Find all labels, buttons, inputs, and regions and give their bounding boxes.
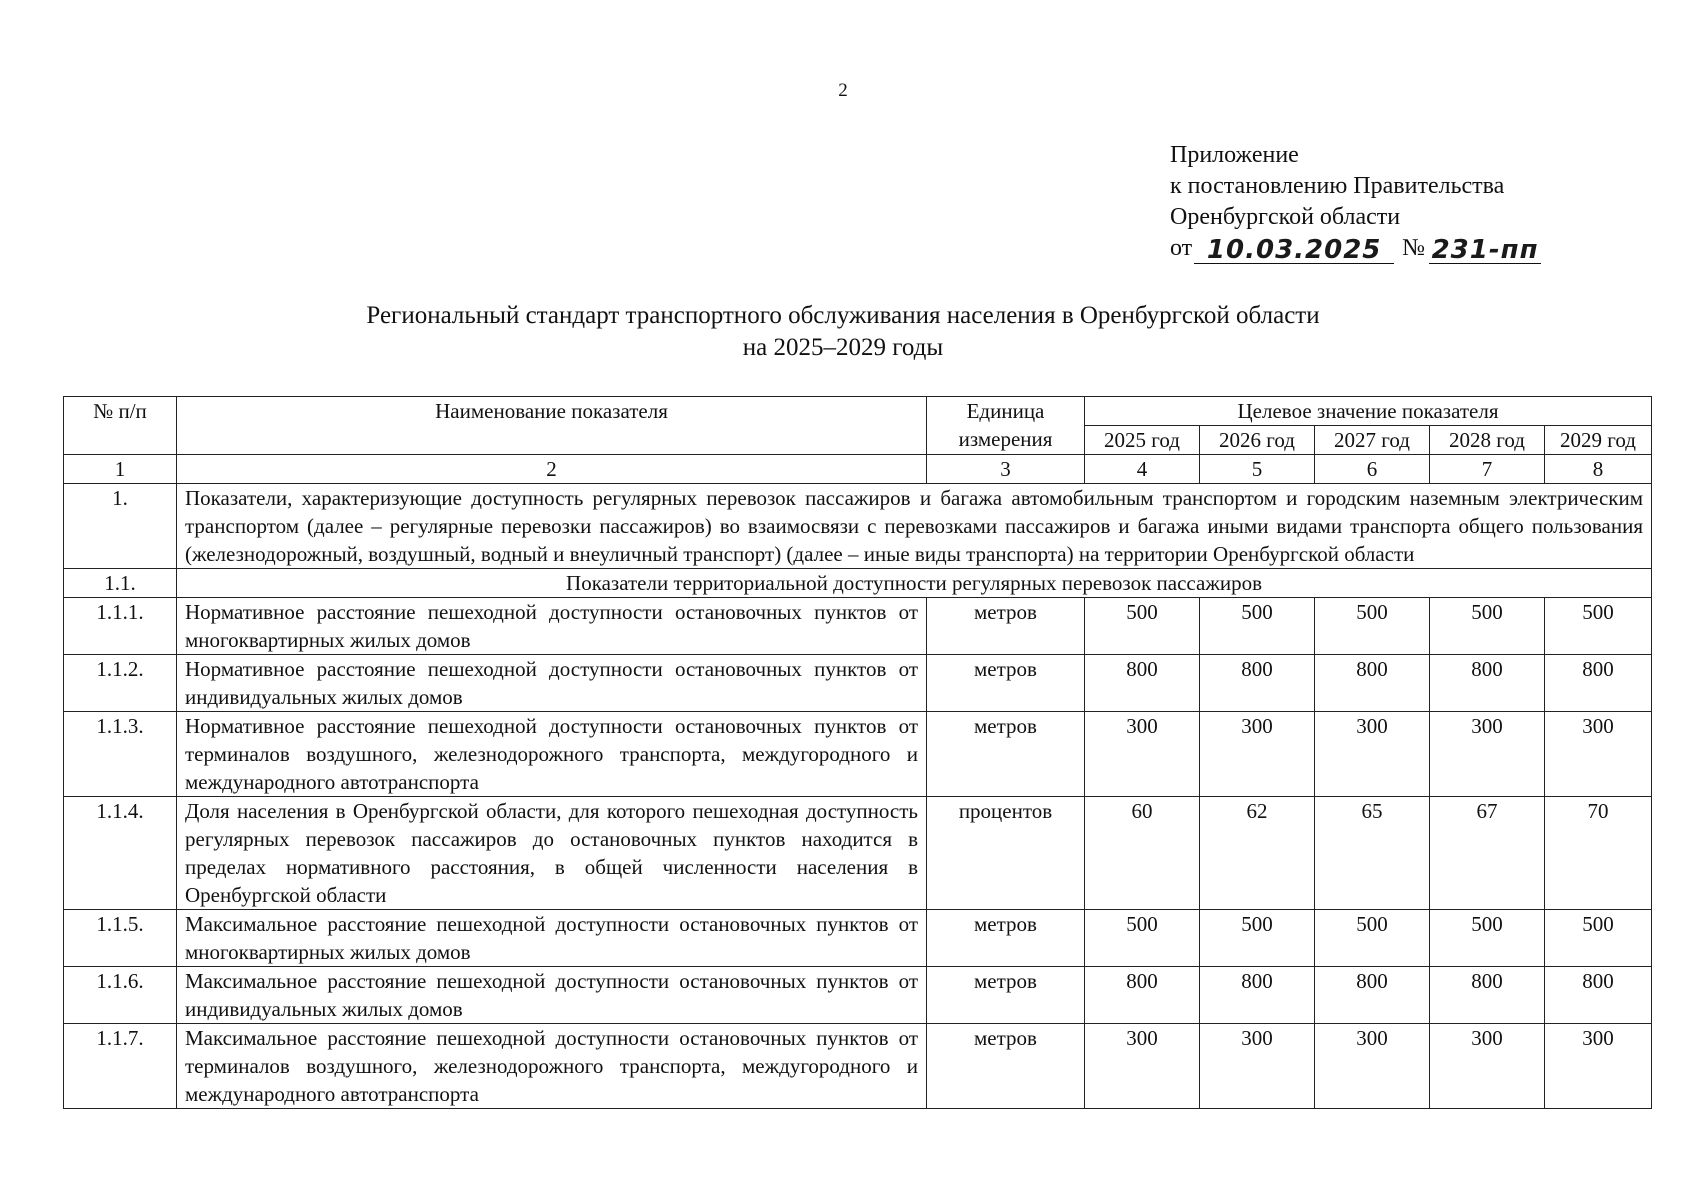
row-unit: метров [927,1024,1085,1109]
row-value: 500 [1430,598,1545,655]
from-label: от [1170,235,1193,261]
row-value: 300 [1430,712,1545,797]
row-num: 1.1.2. [64,655,177,712]
appendix-decree-line: к постановлению Правительства [1170,173,1505,199]
header-year: 2028 год [1430,426,1545,455]
row-value: 300 [1545,1024,1652,1109]
handwritten-date: 10.03.2025 [1194,237,1394,264]
document-title [0,300,1686,364]
column-number: 6 [1315,455,1430,484]
row-value: 800 [1200,655,1315,712]
row-value: 500 [1315,598,1430,655]
row-value: 500 [1430,910,1545,967]
section-text: Показатели, характеризующие доступность регулярных перевозок пассажиров и багажа автомобильным транспортом и городским наземным электрическим транспортом (далее – регулярные перевозки пассажиров) во взаимосвязи с перевозками пассажиров и багажа иными видами транспорта общего пользования (железнодорожный, воздушный, водный и внеуличный транспорт) (далее – иные виды транспорта) на территории Оренбургской области [177,484,1652,569]
column-number: 8 [1545,455,1652,484]
row-unit: метров [927,712,1085,797]
row-value: 800 [1430,655,1545,712]
header-year: 2026 год [1200,426,1315,455]
table-row [64,797,1652,910]
row-num: 1.1.3. [64,712,177,797]
document-title-line-1: Региональный стандарт транспортного обслуживания населения в Оренбургской области [366,302,1320,329]
row-name: Максимальное расстояние пешеходной доступности остановочных пунктов от терминалов воздушного, железнодорожного транспорта, междугородного и международного автотранспорта [177,1024,927,1109]
row-value: 62 [1200,797,1315,910]
row-value: 500 [1085,910,1200,967]
document-title-line-2: на 2025–2029 годы [742,334,944,361]
row-name: Максимальное расстояние пешеходной доступности остановочных пунктов от многоквартирных жилых домов [177,910,927,967]
row-value: 300 [1315,712,1430,797]
table-row [64,598,1652,655]
row-value: 300 [1085,712,1200,797]
row-value: 500 [1085,598,1200,655]
header-year: 2027 год [1315,426,1430,455]
table-row [64,712,1652,797]
header-year: 2029 год [1545,426,1652,455]
row-num: 1.1.4. [64,797,177,910]
row-value: 500 [1545,598,1652,655]
row-value: 500 [1200,910,1315,967]
table-row [64,1024,1652,1109]
row-value: 800 [1315,967,1430,1024]
column-number: 2 [177,455,927,484]
row-value: 300 [1200,712,1315,797]
column-number: 1 [64,455,177,484]
table-row [64,910,1652,967]
row-value: 300 [1315,1024,1430,1109]
row-name: Нормативное расстояние пешеходной доступности остановочных пунктов от терминалов воздушного, железнодорожного транспорта, междугородного и международного автотранспорта [177,712,927,797]
row-value: 800 [1545,655,1652,712]
appendix-signature-line [1170,233,1541,264]
table-header-row-1 [64,397,1652,426]
number-label: № [1402,235,1426,261]
row-value: 65 [1315,797,1430,910]
row-name: Доля населения в Оренбургской области, для которого пешеходная доступность регулярных перевозок пассажиров до остановочных пунктов находится в пределах нормативного расстояния, в общей численности населения в Оренбургской области [177,797,927,910]
row-value: 800 [1545,967,1652,1024]
row-value: 70 [1545,797,1652,910]
row-name: Максимальное расстояние пешеходной доступности остановочных пунктов от индивидуальных жилых домов [177,967,927,1024]
row-unit: процентов [927,797,1085,910]
row-unit: метров [927,967,1085,1024]
header-year: 2025 год [1085,426,1200,455]
row-unit: метров [927,655,1085,712]
column-number: 3 [927,455,1085,484]
header-name: Наименование показателя [177,397,927,455]
row-value: 800 [1085,655,1200,712]
row-value: 300 [1200,1024,1315,1109]
row-num: 1.1.7. [64,1024,177,1109]
row-num: 1.1.5. [64,910,177,967]
row-value: 300 [1545,712,1652,797]
row-unit: метров [927,598,1085,655]
row-value: 500 [1315,910,1430,967]
appendix-block [1170,140,1541,264]
row-value: 800 [1315,655,1430,712]
column-number: 7 [1430,455,1545,484]
row-name: Нормативное расстояние пешеходной доступности остановочных пунктов от индивидуальных жилых домов [177,655,927,712]
column-number: 4 [1085,455,1200,484]
column-number: 5 [1200,455,1315,484]
row-name: Нормативное расстояние пешеходной доступности остановочных пунктов от многоквартирных жилых домов [177,598,927,655]
subsection-text: Показатели территориальной доступности регулярных перевозок пассажиров [177,569,1652,598]
subsection-row [64,569,1652,598]
page-number: 2 [838,80,848,101]
row-num: 1.1.6. [64,967,177,1024]
row-value: 500 [1545,910,1652,967]
appendix-title: Приложение [1170,142,1299,168]
header-unit: Единица измерения [927,397,1085,455]
section-num: 1. [64,484,177,569]
row-num: 1.1.1. [64,598,177,655]
handwritten-number: 231-пп [1429,237,1541,264]
subsection-num: 1.1. [64,569,177,598]
row-value: 500 [1200,598,1315,655]
row-value: 800 [1200,967,1315,1024]
header-target: Целевое значение показателя [1085,397,1652,426]
section-row [64,484,1652,569]
table-row [64,655,1652,712]
table-row [64,967,1652,1024]
indicators-table [63,396,1652,1109]
row-value: 67 [1430,797,1545,910]
appendix-region-line: Оренбургской области [1170,204,1401,230]
row-value: 800 [1430,967,1545,1024]
row-value: 300 [1085,1024,1200,1109]
row-value: 300 [1430,1024,1545,1109]
row-value: 60 [1085,797,1200,910]
column-numbers-row [64,455,1652,484]
row-value: 800 [1085,967,1200,1024]
row-unit: метров [927,910,1085,967]
header-num: № п/п [64,397,177,455]
